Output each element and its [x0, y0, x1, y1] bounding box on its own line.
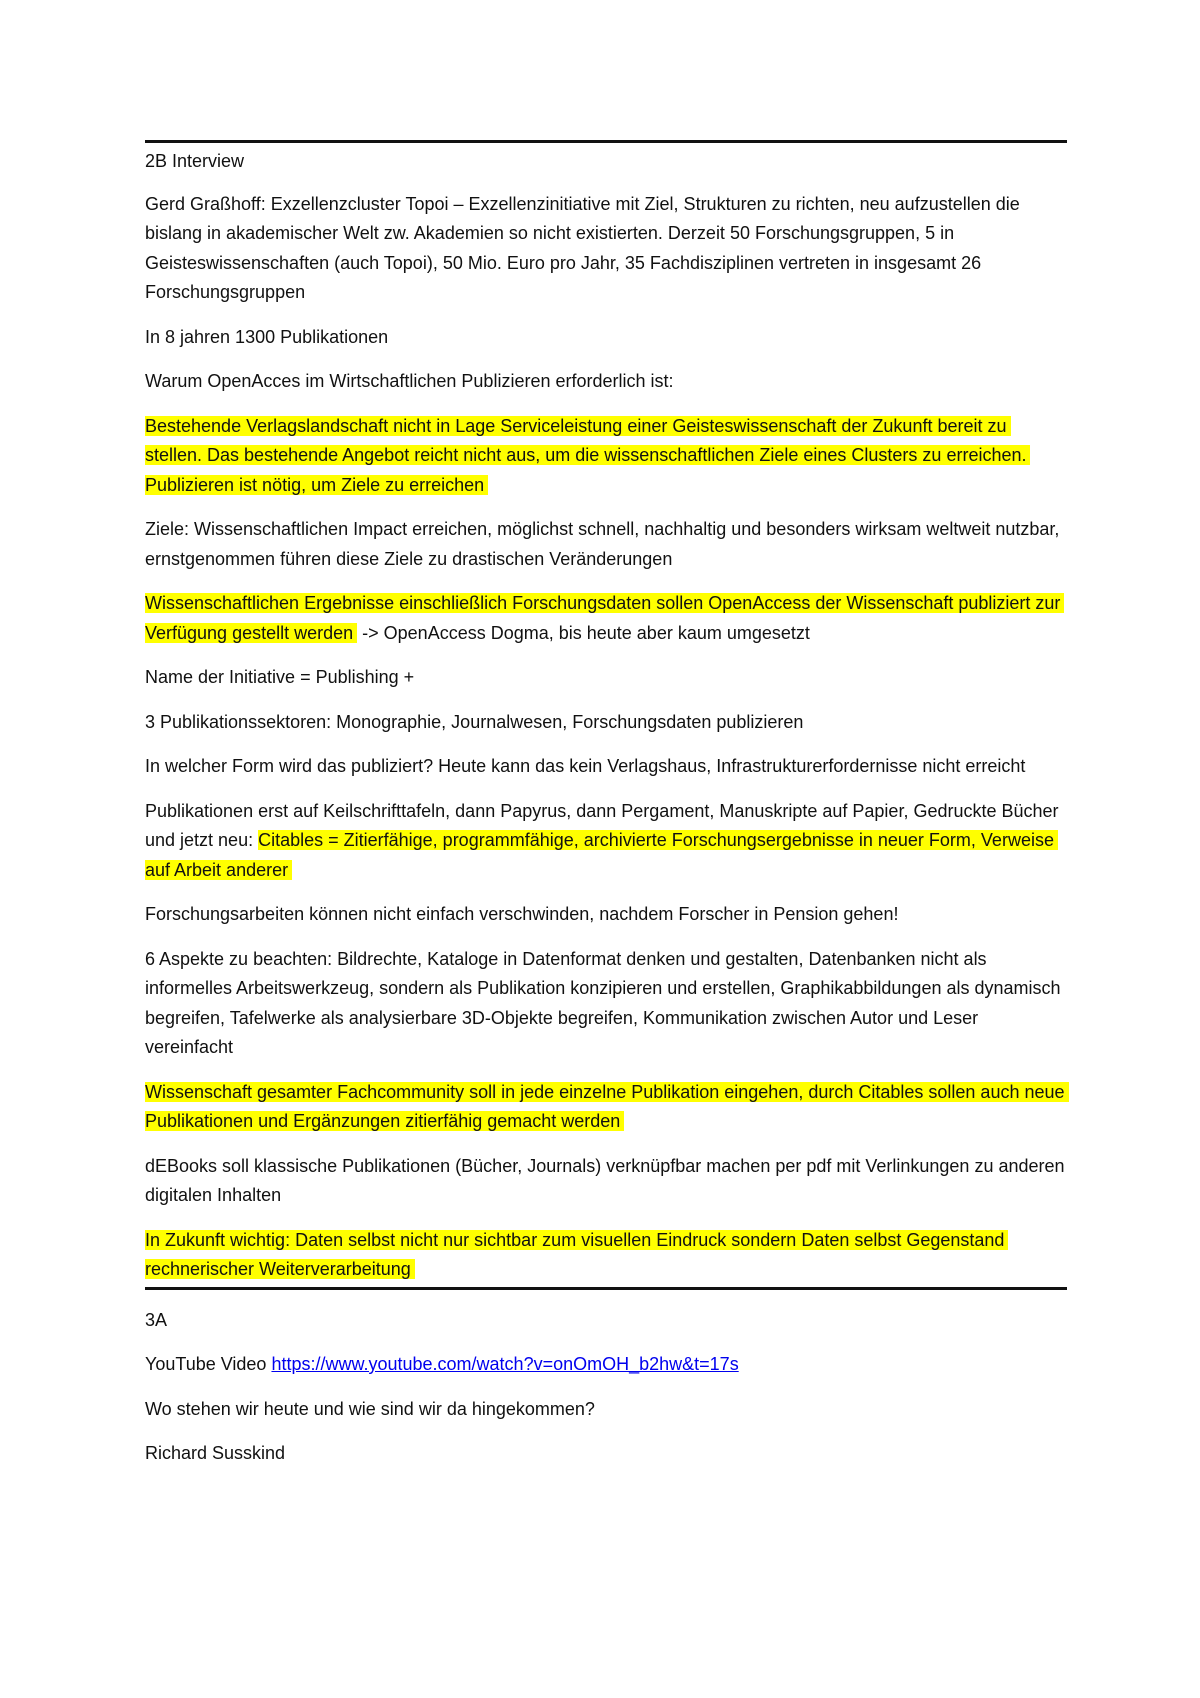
highlighted-text: Bestehende Verlagslandschaft nicht in Lage Serviceleistung einer Geisteswissenschaft der Zukunft bereit zu stellen. Das bestehende Angebot reicht nicht aus, um die wissenschaftlichen Ziele eines Clusters zu erreichen. Publizieren ist nötig, um Ziele zu erreichen: [145, 416, 1030, 495]
paragraph-publication-count: In 8 jahren 1300 Publikationen: [145, 326, 389, 347]
paragraph-citables: [145, 797, 1065, 886]
section-3a-heading: 3A: [145, 1309, 168, 1330]
plain-text: Publikationen erst auf Keilschrifttafeln, dann Papyrus, dann Pergament, Manuskripte auf Papier, Gedruckte Bücher und jetzt neu:: [145, 800, 1059, 850]
paragraph-speaker: Richard Susskind: [145, 1443, 286, 1463]
paragraph-youtube-video: [145, 1350, 1065, 1380]
highlighted-text: Citables = Zitierfähige, programmfähige, archivierte Forschungsergebnisse in neuer Form, Verweise auf Arbeit anderer: [145, 830, 1058, 880]
highlighted-text: In Zukunft wichtig: Daten selbst nicht nur sichtbar zum visuellen Eindruck sondern Daten selbst Gegenstand rechnerischer Weiterverarbeitung: [145, 1230, 1008, 1280]
paragraph-initiative-name: Name der Initiative = Publishing +: [145, 667, 415, 687]
paragraph-six-aspects: 6 Aspekte zu beachten: Bildrechte, Kataloge in Datenformat denken und gestalten, Datenbanken nicht als informelles Arbeitswerkzeug, sondern als Publikation konzipieren und erstellen, Graphikabbildungen als dynamisch begreifen, Tafelwerke als analysierbare 3D-Objekte begreifen, Kommunikation zwischen Autor und Leser vereinfacht: [145, 948, 1061, 1057]
paragraph-publisher-landscape: [145, 412, 1065, 501]
document-page: [145, 140, 1065, 1484]
paragraph-why-openaccess: Warum OpenAcces im Wirtschaftlichen Publizieren erforderlich ist:: [145, 371, 674, 391]
paragraph-community-citables: [145, 1078, 1065, 1137]
paragraph-goals: Ziele: Wissenschaftlichen Impact erreichen, möglichst schnell, nachhaltig und besonders wirksam weltweit nutzbar, ernstgenommen führen diese Ziele zu drastischen Veränderungen: [145, 519, 1060, 569]
video-label: YouTube Video: [145, 1354, 272, 1374]
paragraph-publication-sectors: 3 Publikationssektoren: Monographie, Journalwesen, Forschungsdaten publizieren: [145, 711, 804, 732]
paragraph-research-persistence: Forschungsarbeiten können nicht einfach verschwinden, nachdem Forscher in Pension gehen!: [145, 904, 899, 924]
top-rule: [145, 140, 1067, 143]
bottom-rule: [145, 1287, 1067, 1290]
highlighted-text: Wissenschaftlichen Ergebnisse einschließlich Forschungsdaten sollen OpenAccess der Wissenschaft publiziert zur Verfügung gestellt werden: [145, 593, 1064, 643]
section-2b-heading: 2B Interview: [145, 151, 245, 171]
paragraph-question: Wo stehen wir heute und wie sind wir da hingekommen?: [145, 1398, 595, 1419]
plain-text: -> OpenAccess Dogma, bis heute aber kaum umgesetzt: [357, 622, 810, 643]
paragraph-debooks: dEBooks soll klassische Publikationen (Bücher, Journals) verknüpfbar machen per pdf mit Verlinkungen zu anderen digitalen Inhalten: [145, 1155, 1065, 1205]
paragraph-grasshoff-intro: Gerd Graßhoff: Exzellenzcluster Topoi – Exzellenzinitiative mit Ziel, Strukturen zu richten, neu aufzustellen die bislang in akademischer Welt zw. Akademien so nicht existierten. Derzeit 50 Forschungsgruppen, 5 in Geisteswissenschaften (auch Topoi), 50 Mio. Euro pro Jahr, 35 Fachdisziplinen vertreten in insgesamt 26 Forschungsgruppen: [145, 193, 1020, 302]
youtube-link[interactable]: https://www.youtube.com/watch?v=onOmOH_b2hw&t=17s: [271, 1354, 739, 1374]
paragraph-openaccess-dogma: [145, 589, 1065, 648]
paragraph-future-data: [145, 1226, 1065, 1285]
highlighted-text: Wissenschaft gesamter Fachcommunity soll in jede einzelne Publikation eingehen, durch Citables sollen auch neue Publikationen und Ergänzungen zitierfähig gemacht werden: [145, 1082, 1069, 1132]
paragraph-publication-form: In welcher Form wird das publiziert? Heute kann das kein Verlagshaus, Infrastrukturerfordernisse nicht erreicht: [145, 756, 1026, 776]
